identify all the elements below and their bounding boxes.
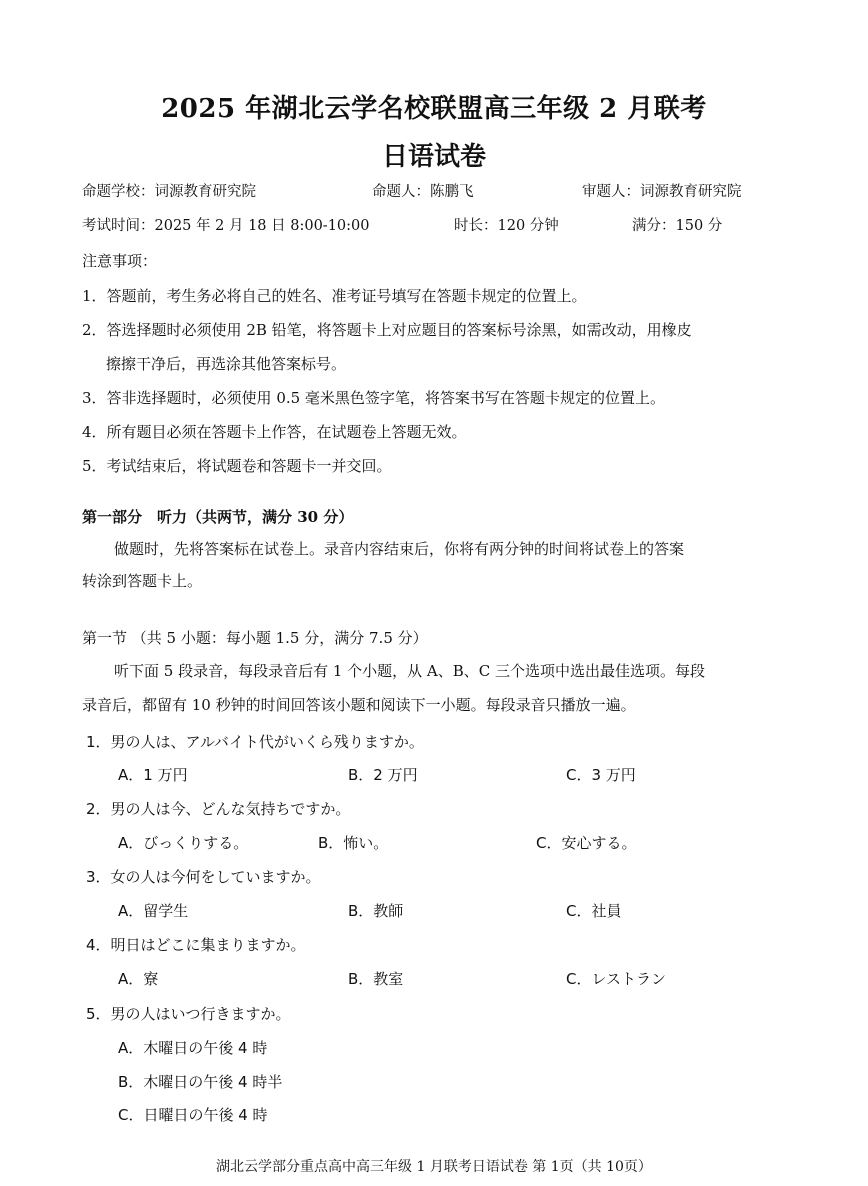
page-subtitle: 日语试卷: [381, 142, 486, 172]
q3-option-b: B．教師: [348, 902, 404, 920]
notice-item: 1．答题前，考生务必将自己的姓名、准考证号填写在答题卡规定的位置上。: [82, 287, 587, 305]
q1-option-b: B．2 万円: [348, 766, 418, 784]
notice-item: 4．所有题目必须在答题卡上作答，在试题卷上答题无效。: [82, 423, 467, 441]
q4-option-b: B．教室: [348, 970, 404, 988]
q5-option-b: B．木曜日の午後 4 時半: [118, 1073, 283, 1091]
section1-heading: 第一节 （共 5 小题：每小题 1.5 分，满分 7.5 分）: [82, 629, 428, 647]
q2-option-b: B．怖い。: [318, 834, 389, 852]
q1-option-c: C．3 万円: [566, 766, 636, 784]
q5-option-c: C．日曜日の午後 4 時: [118, 1106, 268, 1124]
part1-intro: 做题时，先将答案标在试卷上。录音内容结束后，你将有两分钟的时间将试卷上的答案: [114, 540, 685, 558]
q4-option-a: A．寮: [118, 970, 159, 988]
page-footer: 湖北云学部分重点高中高三年级 1 月联考日语试卷 第 1页（共 10页）: [216, 1159, 652, 1175]
q2-option-a: A．びっくりする。: [118, 834, 249, 852]
question-4: 4．明日はどこに集まりますか。: [86, 936, 306, 954]
q4-option-c: C．レストラン: [566, 970, 667, 988]
question-1: 1．男の人は、アルバイト代がいくら残りますか。: [86, 733, 424, 751]
q2-option-c: C．安心する。: [536, 834, 637, 852]
meta-duration: 时长：120 分钟: [454, 218, 559, 234]
section1-instructions: 听下面 5 段录音，每段录音后有 1 个小题，从 A、B、C 三个选项中选出最佳选项。每段: [114, 662, 706, 680]
meta-author: 命题人：陈鹏飞: [372, 184, 474, 200]
q1-option-a: A．1 万円: [118, 766, 188, 784]
q3-option-c: C．社員: [566, 902, 622, 920]
notice-item-continued: 擦擦干净后，再选涂其他答案标号。: [106, 355, 347, 373]
notice-item: 3．答非选择题时，必须使用 0.5 毫米黑色签字笔，将答案书写在答题卡规定的位置上。: [82, 389, 665, 407]
question-5: 5．男の人はいつ行きますか。: [86, 1005, 291, 1023]
page-title: 2025 年湖北云学名校联盟高三年级 2 月联考: [161, 94, 707, 124]
meta-school: 命题学校：词源教育研究院: [82, 184, 256, 200]
meta-exam-time: 考试时间：2025 年 2 月 18 日 8:00-10:00: [82, 218, 370, 234]
q5-option-a: A．木曜日の午後 4 時: [118, 1039, 268, 1057]
notice-item: 5．考试结束后，将试题卷和答题卡一并交回。: [82, 457, 392, 475]
notice-heading: 注意事项：: [82, 252, 158, 270]
meta-reviewer: 审题人：词源教育研究院: [582, 184, 742, 200]
section1-instructions-continued: 录音后，都留有 10 秒钟的时间回答该小题和阅读下一小题。每段录音只播放一遍。: [82, 696, 636, 714]
part1-intro-continued: 转涂到答题卡上。: [82, 572, 203, 590]
question-2: 2．男の人は今、どんな気持ちですか。: [86, 800, 351, 818]
q3-option-a: A．留学生: [118, 902, 189, 920]
question-3: 3．女の人は今何をしていますか。: [86, 868, 321, 886]
meta-full-score: 满分：150 分: [632, 218, 723, 234]
part1-heading: 第一部分 听力（共两节，满分 30 分）: [82, 508, 354, 526]
notice-item: 2．答选择题时必须使用 2B 铅笔，将答题卡上对应题目的答案标号涂黑，如需改动，用橡皮: [82, 321, 692, 339]
